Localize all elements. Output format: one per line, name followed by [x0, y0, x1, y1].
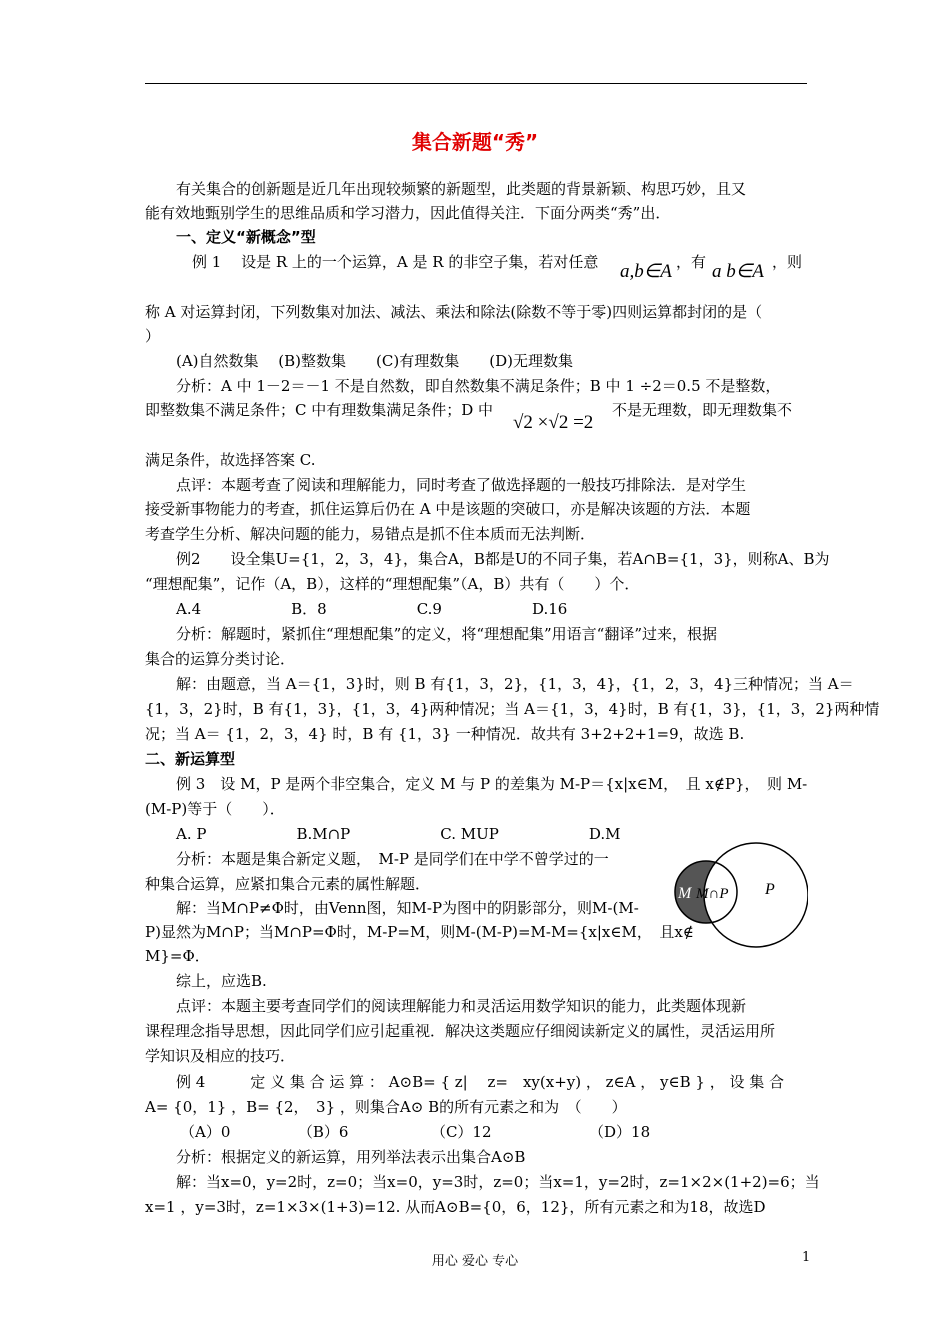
text-line: ，有	[676, 253, 707, 271]
text-line: 种集合运算，应紧扣集合元素的属性解题．	[145, 875, 431, 893]
text-line: 解：由题意，当 A＝{1，3}时，则 B 有{1，3，2}，{1，3，4}，{1，2，3，4}三种情况；当 A＝	[176, 675, 854, 693]
text-line: (M-P)等于（ ）．	[145, 800, 285, 818]
header-rule	[145, 83, 807, 84]
text-line: 分析：根据定义的新运算，用列举法表示出集合A⊙B	[176, 1148, 526, 1166]
text-line: P)显然为M∩P；当M∩P=Φ时，M-P=M，则M-(M-P)=M-M={x|x∈M， 且x∉	[145, 923, 694, 941]
text-line: 点评：本题考查了阅读和理解能力，同时考查了做选择题的一般技巧排除法．是对学生	[176, 476, 747, 494]
text-line: “理想配集”，记作（A，B），这样的“理想配集”（A，B）共有（ ）个．	[145, 575, 640, 593]
section-heading: 一、定义“新概念”型	[176, 228, 316, 246]
text-line: 即整数集不满足条件；C 中有理数集满足条件；D 中	[145, 401, 494, 419]
text-line: 考查学生分析、解决问题的能力，易错点是抓不住本质而无法判断．	[145, 525, 596, 543]
page-footer: 用心 爱心 专心	[431, 1254, 519, 1269]
formula: a b∈A	[712, 261, 764, 282]
text-line: 有关集合的创新题是近几年出现较频繁的新题型，此类题的背景新颖、构思巧妙，且又	[176, 180, 747, 198]
text-line: 综上，应选B.	[176, 972, 267, 990]
venn-label-m: M	[678, 885, 692, 902]
text-line: 接受新事物能力的考查，抓住运算后仍在 A 中是该题的突破口，亦是解决该题的方法．本题	[145, 500, 751, 518]
text-line: 能有效地甄别学生的思维品质和学习潜力，因此值得关注．下面分两类“秀”出．	[145, 204, 671, 222]
text-line: 例 1 设是 R 上的一个运算，A 是 R 的非空子集，若对任意	[192, 253, 599, 271]
option-line: （A）0 （B）6 （C）12 （D）18	[180, 1123, 651, 1141]
text-line: x=1 ，y=3时，z=1×3×(1+3)=12. 从而A⊙B={0，6，12}，所有元素之和为18，故选D	[145, 1198, 766, 1216]
text-line: 点评：本题主要考查同学们的阅读理解能力和灵活运用数学知识的能力，此类题体现新	[176, 997, 747, 1015]
text-line: 分析：解题时，紧抓住“理想配集”的定义，将“理想配集”用语言“翻译”过来，根据	[176, 625, 718, 643]
option-line: A.4 B．8 C.9 D.16	[176, 600, 568, 618]
option-line: A. P B.M∩P C. MUP D.M	[176, 825, 621, 843]
text-line: 不是无理数，即无理数集不	[612, 401, 793, 419]
venn-label-p: P	[765, 881, 775, 898]
text-line: 解：当x=0，y=2时，z=0；当x=0，y=3时，z=0；当x=1，y=2时，z=1×2×(1+2)=6；当	[176, 1173, 820, 1191]
formula: a,b∈A	[620, 261, 672, 282]
text-line: 例 3 设 M，P 是两个非空集合，定义 M 与 P 的差集为 M-P＝{x|x∈M， 且 x∉P}， 则 M-	[176, 775, 808, 793]
venn-label-intersection: M∩P	[696, 886, 729, 902]
page-number: 1	[802, 1250, 811, 1265]
text-line: 学知识及相应的技巧．	[145, 1047, 296, 1065]
text-line: 称 A 对运算封闭，下列数集对加法、减法、乘法和除法(除数不等于零)四则运算都封闭的是（	[145, 303, 763, 321]
text-line: 满足条件，故选择答案 C.	[145, 451, 316, 469]
text-line: 况；当 A＝ {1，2，3，4} 时，B 有 {1，3} 一种情况．故共有 3+2+2+1=9，故选 B.	[145, 725, 745, 743]
text-line: 例 4 定 义 集 合 运 算 ： A⊙B= { z| z= xy(x+y) ， z∈A ， y∈B } ， 设 集 合	[176, 1073, 784, 1091]
text-line: ，则	[772, 253, 803, 271]
text-line: A= {0，1} ，B= {2， 3} ，则集合A⊙ B的所有元素之和为 （ ）	[145, 1098, 627, 1116]
venn-diagram	[668, 838, 808, 953]
text-line: 例2 设全集U={1，2，3，4}，集合A，B都是U的不同子集，若A∩B={1，3}，则称A、B为	[176, 550, 830, 568]
text-line: {1，3，2}时，B 有{1，3}，{1，3，4}两种情况；当 A＝{1，3，4}时，B 有{1，3}，{1，3，2}两种情	[145, 700, 880, 718]
text-line: 分析：本题是集合新定义题， M-P 是同学们在中学不曾学过的一	[176, 850, 609, 868]
text-line: 分析：A 中 1－2＝－1 不是自然数，即自然数集不满足条件；B 中 1 ÷2＝0.5 不是整数，	[176, 377, 781, 395]
section-heading: 二、新运算型	[145, 750, 236, 768]
page-title: 集合新题“秀”	[411, 130, 539, 154]
formula: √2 ×√2 =2	[513, 412, 594, 433]
text-line: 课程理念指导思想，因此同学们应引起重视．解决这类题应仔细阅读新定义的属性，灵活运用所	[145, 1022, 776, 1040]
text-line: 解：当M∩P≠Φ时，由Venn图，知M-P为图中的阴影部分，则M-(M-	[176, 899, 639, 917]
text-line: M}=Φ．	[145, 947, 210, 965]
text-line: 集合的运算分类讨论．	[145, 650, 296, 668]
text-line: ）	[145, 327, 161, 345]
option-line: (A)自然数集 (B)整数集 (C)有理数集 (D)无理数集	[176, 352, 573, 370]
